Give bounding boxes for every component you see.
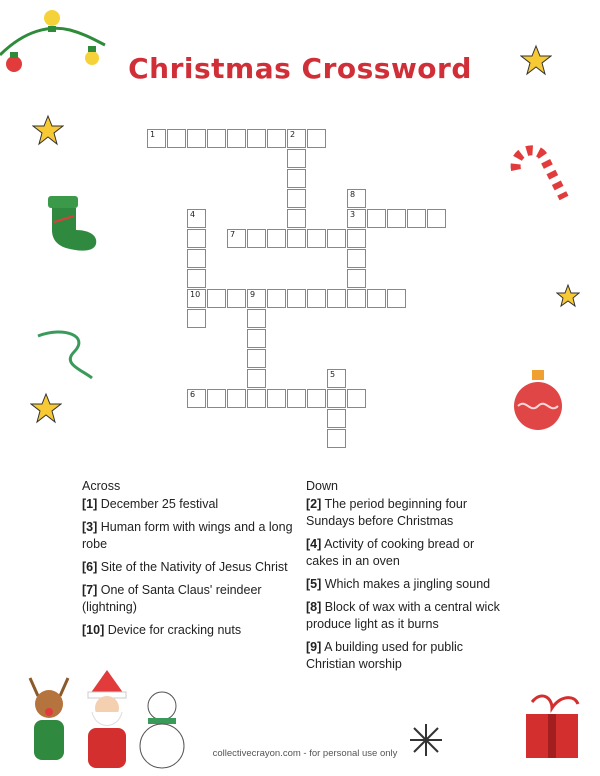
grid-cell[interactable] [367, 289, 386, 308]
down-clue [306, 496, 506, 530]
across-clue [82, 559, 302, 576]
grid-cell[interactable] [287, 209, 306, 228]
clue-number: [7] [82, 583, 98, 597]
clue-number: [3] [82, 520, 98, 534]
grid-cell[interactable] [347, 389, 366, 408]
clue-text: Block of wax with a central wick produce light as it burns [306, 600, 500, 631]
grid-cell[interactable] [147, 129, 166, 148]
clue-text: Device for cracking nuts [104, 623, 242, 637]
grid-cell[interactable] [327, 369, 346, 388]
grid-cell[interactable] [227, 289, 246, 308]
grid-clue-number: 9 [250, 290, 256, 299]
grid-cell[interactable] [347, 249, 366, 268]
grid-cell[interactable] [367, 209, 386, 228]
grid-cell[interactable] [427, 209, 446, 228]
clue-text: Activity of cooking bread or cakes in an oven [306, 537, 475, 568]
grid-clue-number: 8 [350, 190, 356, 199]
grid-cell[interactable] [207, 289, 226, 308]
grid-cell[interactable] [287, 129, 306, 148]
grid-cell[interactable] [327, 289, 346, 308]
grid-cell[interactable] [387, 209, 406, 228]
clue-number: [5] [306, 577, 322, 591]
grid-cell[interactable] [287, 189, 306, 208]
grid-cell[interactable] [287, 389, 306, 408]
grid-cell[interactable] [347, 289, 366, 308]
grid-cell[interactable] [307, 229, 326, 248]
grid-cell[interactable] [187, 249, 206, 268]
grid-cell[interactable] [227, 389, 246, 408]
across-clue [82, 582, 302, 616]
star-icon [556, 284, 580, 308]
star-icon [520, 44, 552, 76]
grid-cell[interactable] [207, 389, 226, 408]
ornament-icon [510, 366, 566, 436]
across-clue [82, 519, 302, 553]
grid-cell[interactable] [167, 129, 186, 148]
grid-clue-number: 5 [330, 370, 336, 379]
star-icon [30, 392, 62, 424]
clue-text: Site of the Nativity of Jesus Christ [97, 560, 288, 574]
across-clues [82, 478, 302, 645]
down-clues [306, 478, 506, 679]
clue-text: Human form with wings and a long robe [82, 520, 293, 551]
stocking-icon [40, 192, 104, 256]
clue-number: [6] [82, 560, 98, 574]
down-clue [306, 599, 506, 633]
christmas-lights-icon [0, 0, 110, 90]
clue-text: Which makes a jingling sound [321, 577, 491, 591]
clue-text: One of Santa Claus' reindeer (lightning) [82, 583, 262, 614]
clue-text: A building used for public Christian worship [306, 640, 464, 671]
grid-cell[interactable] [327, 389, 346, 408]
clue-number: [8] [306, 600, 322, 614]
grid-cell[interactable] [247, 309, 266, 328]
grid-cell[interactable] [247, 369, 266, 388]
grid-cell[interactable] [287, 229, 306, 248]
footer-text: collectivecrayon.com - for personal use only [212, 748, 398, 759]
grid-cell[interactable] [407, 209, 426, 228]
clue-number: [4] [306, 537, 322, 551]
grid-cell[interactable] [307, 129, 326, 148]
grid-cell[interactable] [327, 229, 346, 248]
page-title: Christmas Crossword [128, 52, 472, 85]
snowman-icon [130, 684, 194, 772]
down-clue [306, 536, 506, 570]
grid-cell[interactable] [267, 129, 286, 148]
grid-cell[interactable] [327, 429, 346, 448]
ribbon-icon [34, 326, 98, 386]
grid-cell[interactable] [287, 149, 306, 168]
grid-clue-number: 7 [230, 230, 236, 239]
grid-cell[interactable] [187, 309, 206, 328]
grid-cell[interactable] [187, 269, 206, 288]
grid-cell[interactable] [347, 189, 366, 208]
grid-cell[interactable] [307, 289, 326, 308]
clue-number: [2] [306, 497, 322, 511]
clue-text: The period beginning four Sundays before Christmas [306, 497, 467, 528]
clue-text: December 25 festival [97, 497, 219, 511]
grid-cell[interactable] [187, 389, 206, 408]
candy-cane-icon [502, 140, 574, 204]
grid-cell[interactable] [187, 129, 206, 148]
across-heading: Across [82, 479, 121, 493]
grid-clue-number: 2 [290, 130, 296, 139]
grid-cell[interactable] [267, 289, 286, 308]
grid-clue-number: 4 [190, 210, 196, 219]
grid-cell[interactable] [287, 169, 306, 188]
grid-cell[interactable] [247, 289, 266, 308]
grid-clue-number: 10 [190, 290, 201, 299]
clue-number: [1] [82, 497, 98, 511]
grid-clue-number: 1 [150, 130, 156, 139]
down-clue [306, 576, 506, 593]
grid-cell[interactable] [187, 289, 206, 308]
grid-cell[interactable] [247, 229, 266, 248]
grid-cell[interactable] [207, 129, 226, 148]
clue-number: [10] [82, 623, 105, 637]
grid-cell[interactable] [187, 229, 206, 248]
star-icon [32, 114, 64, 146]
grid-cell[interactable] [267, 389, 286, 408]
grid-cell[interactable] [347, 229, 366, 248]
across-clue [82, 496, 302, 513]
down-heading: Down [306, 479, 338, 493]
snowflake-icon [408, 722, 444, 758]
grid-cell[interactable] [247, 389, 266, 408]
across-clue [82, 622, 302, 639]
gift-icon [512, 688, 592, 768]
grid-cell[interactable] [307, 389, 326, 408]
grid-cell[interactable] [227, 229, 246, 248]
grid-cell[interactable] [347, 209, 366, 228]
grid-cell[interactable] [327, 409, 346, 428]
grid-clue-number: 6 [190, 390, 196, 399]
grid-cell[interactable] [227, 129, 246, 148]
grid-cell[interactable] [287, 289, 306, 308]
down-clue [306, 639, 506, 673]
grid-cell[interactable] [387, 289, 406, 308]
grid-cell[interactable] [187, 209, 206, 228]
grid-cell[interactable] [247, 329, 266, 348]
grid-cell[interactable] [247, 129, 266, 148]
grid-cell[interactable] [247, 349, 266, 368]
grid-clue-number: 3 [350, 210, 356, 219]
grid-cell[interactable] [347, 269, 366, 288]
clue-number: [9] [306, 640, 322, 654]
grid-cell[interactable] [267, 229, 286, 248]
